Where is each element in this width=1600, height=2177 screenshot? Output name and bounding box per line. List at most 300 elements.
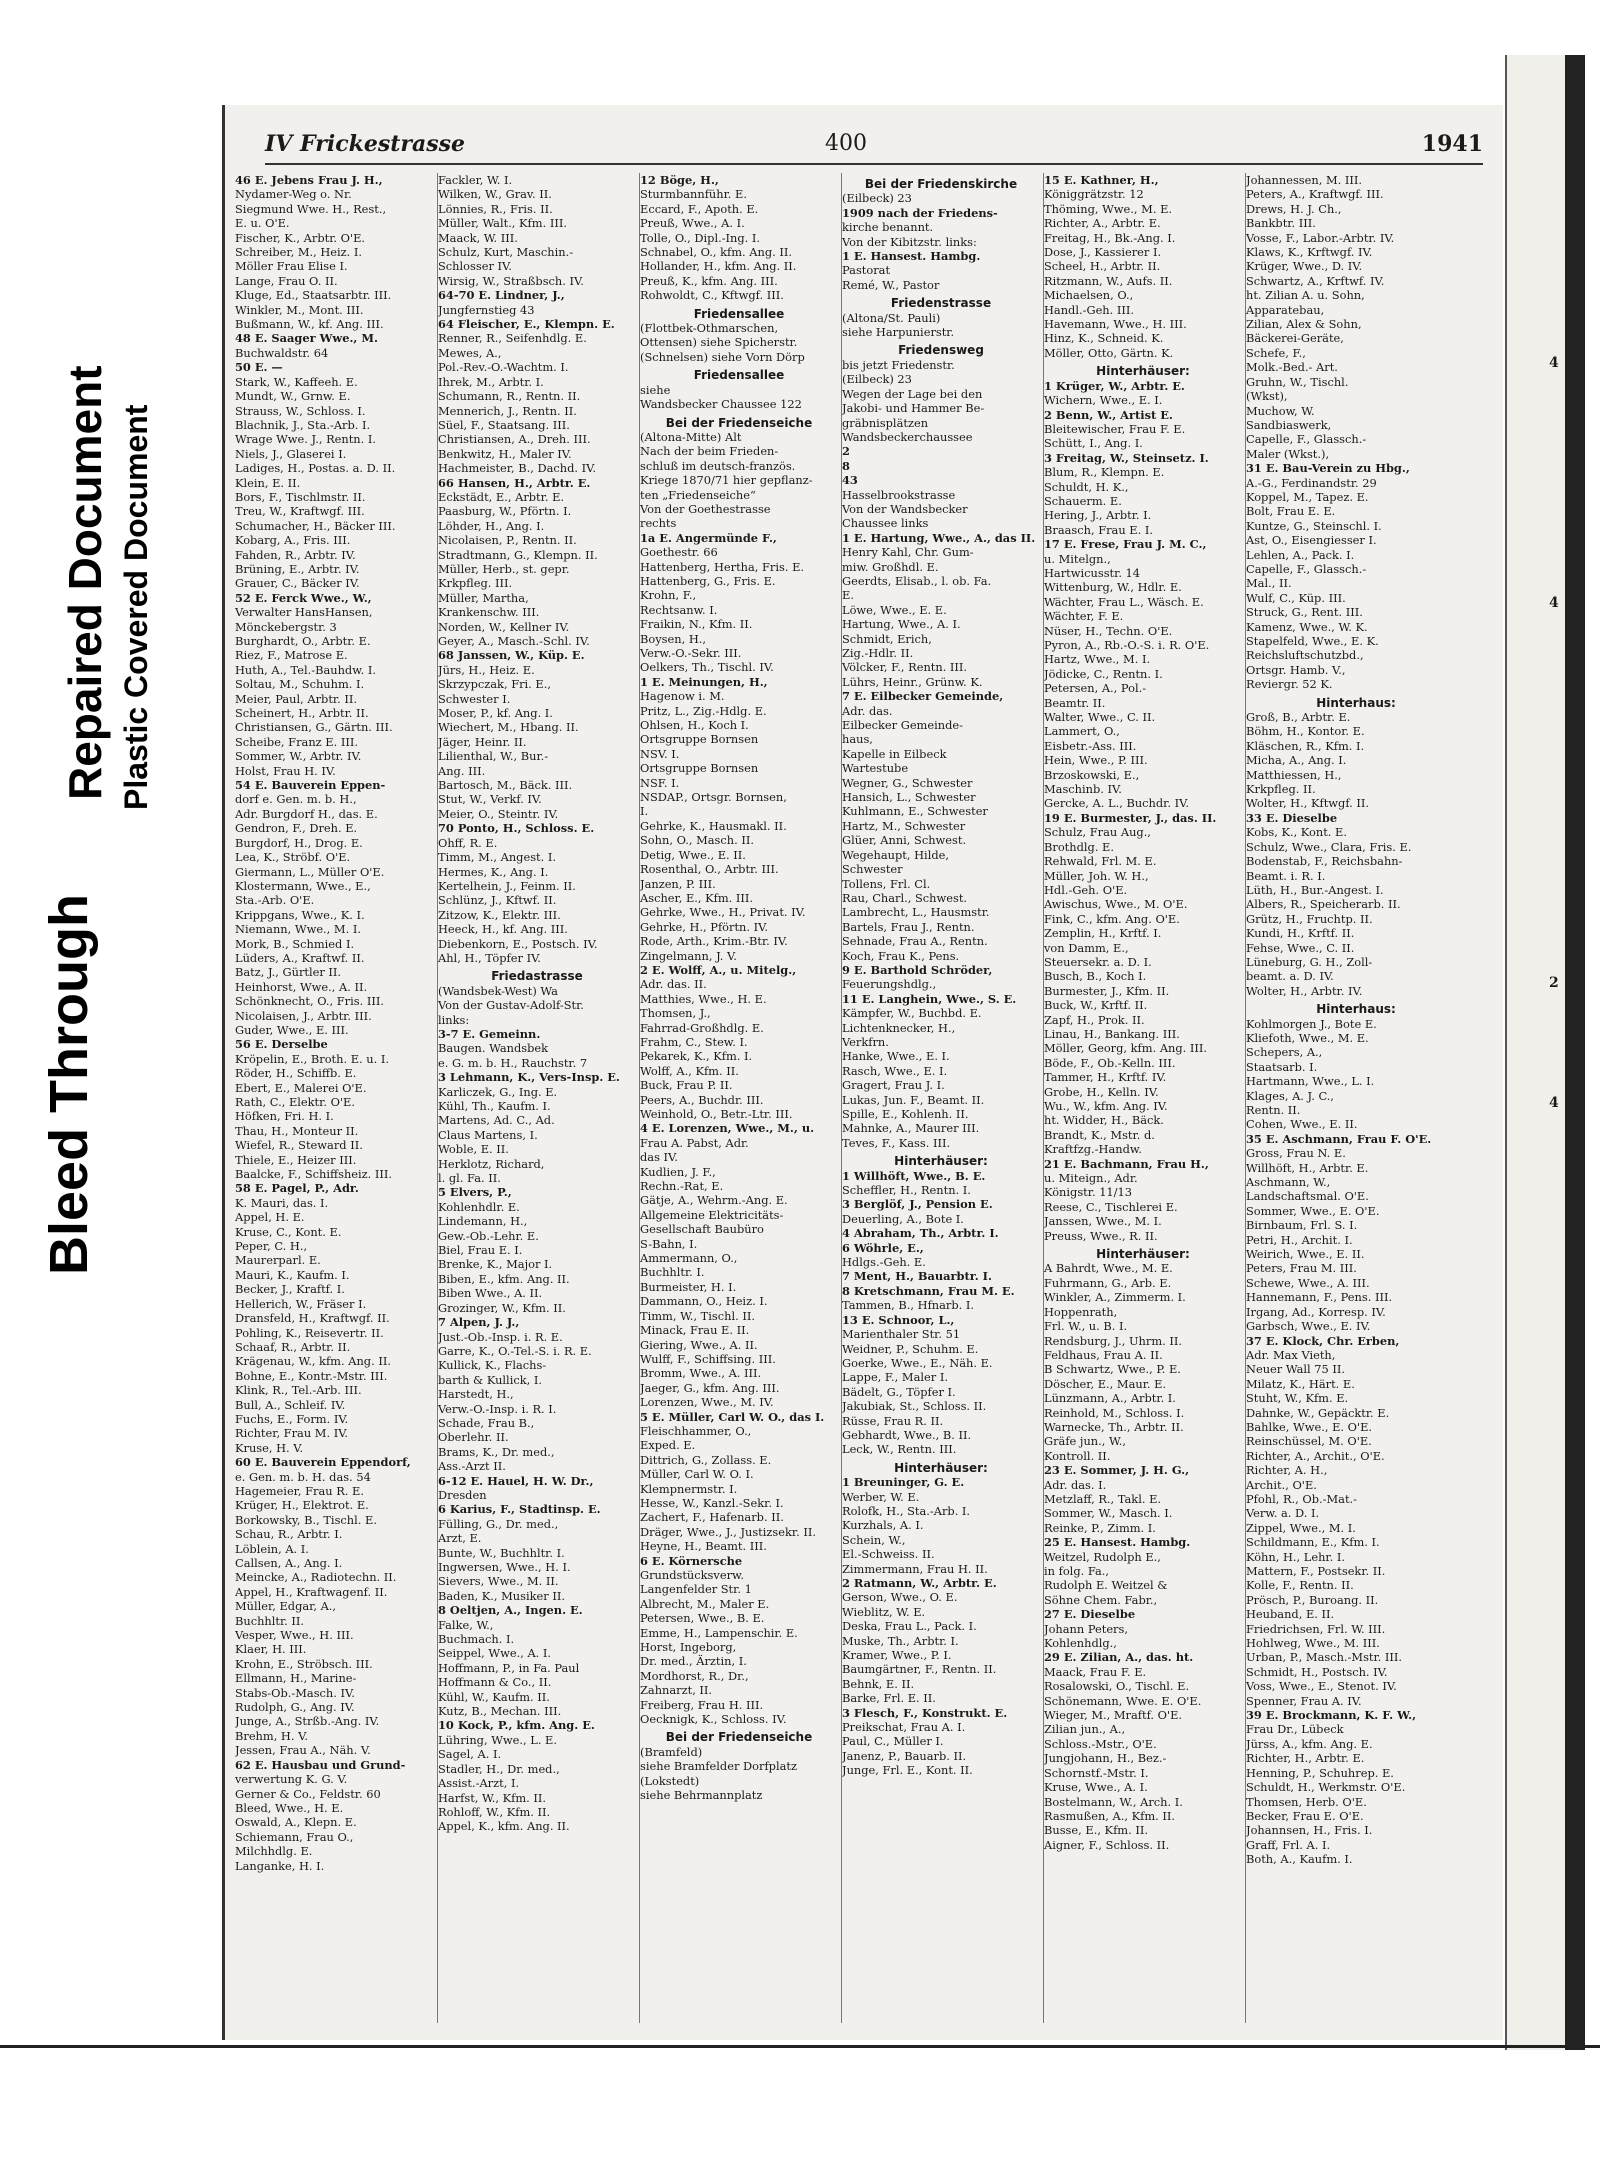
directory-entry: Johann Peters, xyxy=(1044,1621,1128,1636)
directory-entry: Weinhold, O., Betr.-Ltr. III. xyxy=(640,1107,793,1121)
directory-entry: 2 Ratmann, W., Arbtr. E. xyxy=(842,1576,997,1590)
directory-entry: A Bahrdt, Wwe., M. E. xyxy=(1044,1261,1173,1276)
directory-entry: Thau, H., Monteur II. xyxy=(235,1123,359,1138)
directory-entry: Petersen, Wwe., B. E. xyxy=(640,1611,765,1626)
directory-entry: Rendsburg, J., Uhrm. II. xyxy=(1044,1333,1182,1348)
directory-entry: Leck, W., Rentn. III. xyxy=(842,1442,957,1457)
directory-entry: Petri, H., Archit. I. xyxy=(1246,1232,1353,1247)
directory-entry: barth & Kullick, I. xyxy=(438,1372,542,1387)
directory-entry: Fischer, K., Arbtr. O'E. xyxy=(235,230,366,245)
directory-entry: Schaaf, R., Arbtr. II. xyxy=(235,1339,351,1354)
directory-entry: Kapelle in Eilbeck xyxy=(842,746,947,761)
directory-entry: Kobs, K., Kont. E. xyxy=(1246,825,1347,840)
directory-entry: Baalcke, F., Schiffsheiz. III. xyxy=(235,1167,393,1182)
directory-entry: Höfken, Fri. H. I. xyxy=(235,1109,334,1124)
directory-entry: Metzlaff, R., Takl. E. xyxy=(1044,1491,1162,1506)
directory-entry: Linau, H., Bankang. III. xyxy=(1044,1026,1180,1041)
directory-entry: Lühring, Wwe., L. E. xyxy=(438,1732,557,1747)
directory-entry: Köhn, H., Lehr. I. xyxy=(1246,1549,1345,1564)
directory-entry: Appel, H., Kraftwagenf. II. xyxy=(235,1584,388,1599)
directory-entry: Gebhardt, Wwe., B. II. xyxy=(842,1427,972,1442)
directory-entry: 8 Oeltjen, A., Ingen. E. xyxy=(438,1603,583,1618)
directory-entry: Pastorat xyxy=(842,263,891,278)
directory-entry: Soltau, M., Schuhm. I. xyxy=(235,677,365,692)
directory-entry: Becker, Frau E. O'E. xyxy=(1246,1808,1364,1823)
page-number: 400 xyxy=(825,131,867,156)
directory-entry: Ohlsen, H., Koch I. xyxy=(640,718,749,733)
directory-entry: Gendron, F., Dreh. E. xyxy=(235,821,358,836)
directory-entry: Scheibe, Franz E. III. xyxy=(235,734,358,749)
directory-entry: Rolofk, H., Sta.-Arb. I. xyxy=(842,1503,971,1518)
directory-entry: Prösch, P., Buroang. II. xyxy=(1246,1592,1379,1607)
directory-entry: 19 E. Burmester, J., das. II. xyxy=(1044,810,1217,825)
directory-entry: Claus Martens, I. xyxy=(438,1127,538,1142)
directory-entry: 10 Kock, P., kfm. Ang. E. xyxy=(438,1718,595,1733)
directory-entry: Zachert, F., Hafenarb. II. xyxy=(640,1510,784,1525)
directory-entry: Baumgärtner, F., Rentn. II. xyxy=(842,1662,997,1677)
directory-entry: Krägenau, W., kfm. Ang. II. xyxy=(235,1354,391,1369)
directory-entry: (Eilbeck) 23 xyxy=(842,372,912,387)
directory-entry: Zilian, Alex & Sohn, xyxy=(1246,317,1362,332)
directory-entry: Schade, Frau B., xyxy=(438,1415,535,1430)
directory-entry: Diebenkorn, E., Postsch. IV. xyxy=(438,936,598,951)
directory-entry: Wartestube xyxy=(842,761,909,776)
directory-entry: Peper, C. H., xyxy=(235,1239,308,1254)
directory-entry: Buck, W., Krftf. II. xyxy=(1044,998,1148,1013)
directory-entry: (Wandsbek-West) Wa xyxy=(438,983,558,998)
directory-entry: Ortsgruppe Bornsen xyxy=(640,732,759,747)
directory-entry: 29 E. Zilian, A., das. ht. xyxy=(1044,1650,1194,1665)
directory-entry: K. Mauri, das. I. xyxy=(235,1195,329,1210)
directory-entry: kirche benannt. xyxy=(842,220,934,235)
directory-entry: Fraikin, N., Kfm. II. xyxy=(640,617,753,632)
directory-entry: Weitzel, Rudolph E., xyxy=(1044,1549,1161,1564)
directory-entry: Janenz, P., Bauarb. II. xyxy=(842,1748,967,1763)
directory-entry: Kruse, Wwe., A. I. xyxy=(1044,1780,1148,1795)
directory-entry: 54 E. Bauverein Eppen- xyxy=(235,778,386,793)
directory-entry: Richter, Frau M. IV. xyxy=(235,1426,349,1441)
directory-entry: E. u. O'E. xyxy=(235,216,290,231)
directory-entry: Schumacher, H., Bäcker III. xyxy=(235,518,396,533)
directory-entry: Wrage Wwe. J., Rentn. I. xyxy=(235,432,376,447)
directory-entry: Schütt, I., Ang. I. xyxy=(1044,436,1143,451)
directory-entry: Assist.-Arzt, I. xyxy=(438,1776,520,1791)
directory-entry: links: xyxy=(438,1012,470,1027)
directory-entry: Ottensen) siehe Spicherstr. xyxy=(640,335,798,350)
directory-entry: Buchhltr. II. xyxy=(235,1613,305,1628)
directory-entry: Appel, H. E. xyxy=(235,1210,305,1225)
directory-entry: Königstr. 11/13 xyxy=(1044,1185,1133,1200)
directory-entry: Timm, M., Angest. I. xyxy=(438,850,556,865)
directory-entry: Bei der Friedenskirche xyxy=(864,177,1018,191)
directory-entry: 70 Ponto, H., Schloss. E. xyxy=(438,821,595,836)
directory-entry: Müller, Joh. W. H., xyxy=(1044,868,1149,883)
directory-entry: Aigner, F., Schloss. II. xyxy=(1044,1837,1170,1852)
directory-entry: Klages, A. J. C., xyxy=(1246,1088,1335,1103)
directory-entry: Hoppenrath, xyxy=(1044,1304,1118,1319)
directory-entry: Schreiber, M., Heiz. I. xyxy=(235,245,363,260)
directory-entry: Krüger, H., Elektrot. E. xyxy=(235,1498,369,1513)
directory-entry: Capelle, F., Glassch.- xyxy=(1246,432,1367,447)
directory-entry: Hein, Wwe., P. III. xyxy=(1044,753,1148,768)
directory-entry: l. gl. Fa. II. xyxy=(438,1171,501,1186)
directory-entry: Detig, Wwe., E. II. xyxy=(640,847,746,862)
directory-entry: Appel, K., kfm. Ang. II. xyxy=(438,1819,570,1834)
directory-entry: NSF. I. xyxy=(640,775,680,790)
directory-entry: 5 Elvers, P., xyxy=(438,1185,512,1200)
directory-entry: 2 E. Wolff, A., u. Mitelg., xyxy=(640,962,797,977)
directory-entry: 33 E. Dieselbe xyxy=(1246,810,1338,825)
directory-entry: Ascher, E., Kfm. III. xyxy=(640,890,754,905)
directory-entry: Scheinert, H., Arbtr. II. xyxy=(235,706,369,721)
directory-entry: Kriege 1870/71 hier gepflanz- xyxy=(640,473,813,488)
directory-entry: Eisbetr.-Ass. III. xyxy=(1044,738,1137,753)
directory-entry: Molk.-Bed.- Art. xyxy=(1246,360,1338,375)
directory-entry: Gräfe jun., W., xyxy=(1044,1434,1126,1449)
directory-entry: Johannsen, H., Fris. I. xyxy=(1246,1823,1373,1838)
directory-entry: Guder, Wwe., E. III. xyxy=(235,1022,349,1037)
directory-entry: Müller, Edgar, A., xyxy=(235,1599,337,1614)
directory-entry: Dammann, O., Heiz. I. xyxy=(640,1294,768,1309)
directory-entry: Stabs-Ob.-Masch. IV. xyxy=(235,1685,355,1700)
directory-entry: Kutz, B., Mechan. III. xyxy=(438,1704,562,1719)
directory-entry: Mork, B., Schmied I. xyxy=(235,936,355,951)
directory-entry: 1909 nach der Friedens- xyxy=(842,205,998,220)
directory-entry: Nicolaisen, J., Arbtr. III. xyxy=(235,1008,372,1023)
directory-entry: Ass.-Arzt II. xyxy=(438,1459,506,1474)
directory-entry: Beamtr. II. xyxy=(1044,695,1106,710)
directory-entry: Klostermann, Wwe., E., xyxy=(235,878,371,893)
directory-entry: Mönckebergstr. 3 xyxy=(235,619,337,634)
directory-entry: 7 Ment, H., Bauarbtr. I. xyxy=(842,1269,992,1284)
directory-entry: Verwalter HansHansen, xyxy=(235,605,373,620)
directory-entry: Voss, Wwe., E., Stenot. IV. xyxy=(1246,1679,1397,1694)
directory-entry: Frau Dr., Lübeck xyxy=(1246,1722,1344,1737)
directory-entry: Baden, K., Musiker II. xyxy=(438,1588,565,1603)
directory-entry: Gercke, A. L., Buchdr. IV. xyxy=(1044,796,1189,811)
directory-entry: Walter, Wwe., C. II. xyxy=(1044,710,1156,725)
directory-entry: Gerner & Co., Feldstr. 60 xyxy=(235,1786,381,1801)
directory-entry: Brams, K., Dr. med., xyxy=(438,1444,555,1459)
directory-entry: 6-12 E. Hauel, H. W. Dr., xyxy=(438,1473,594,1488)
directory-entry: Jürs, H., Heiz. E. xyxy=(438,662,535,677)
directory-entry: Kruse, H. V. xyxy=(235,1440,304,1455)
directory-entry: Hagemeier, Frau R. E. xyxy=(235,1483,364,1498)
directory-entry: Braasch, Frau E. I. xyxy=(1044,522,1153,537)
directory-entry: Schwester xyxy=(842,862,903,877)
directory-entry: Krankenschw. III. xyxy=(438,605,540,620)
directory-entry: Lührs, Heinr., Grünw. K. xyxy=(842,674,983,689)
directory-entry: 6 E. Körnersche xyxy=(640,1553,743,1568)
directory-entry: S-Bahn, I. xyxy=(640,1236,698,1251)
directory-entry: Skrzypczak, Fri. E., xyxy=(438,677,551,692)
directory-entry: 64 Fleischer, E., Klempn. E. xyxy=(438,317,615,332)
directory-entry: Gätje, A., Wehrm.-Ang. E. xyxy=(640,1193,788,1208)
directory-entry: Von der Goethestrasse xyxy=(640,501,771,516)
directory-entry: Deuerling, A., Bote I. xyxy=(842,1211,964,1226)
directory-entry: Rath, C., Elektr. O'E. xyxy=(235,1095,355,1109)
directory-entry: Ingwersen, Wwe., H. I. xyxy=(438,1560,571,1574)
directory-entry: Koppel, M., Tapez. E. xyxy=(1246,489,1369,504)
directory-entry: I. xyxy=(640,804,649,819)
directory-entry: 21 E. Bachmann, Frau H., xyxy=(1044,1156,1209,1171)
directory-entry: Von der Kibitzstr. links: xyxy=(842,234,977,249)
directory-entry: Deska, Frau L., Pack. I. xyxy=(842,1619,977,1634)
directory-entry: Schulz, Wwe., Clara, Fris. E. xyxy=(1246,839,1412,854)
directory-entry: Gross, Frau N. E. xyxy=(1246,1146,1346,1161)
directory-entry: Rasmußen, A., Kfm. II. xyxy=(1044,1808,1176,1823)
directory-entry: Lindemann, H., xyxy=(438,1214,528,1229)
directory-entry: Dr. med., Ärztin, I. xyxy=(640,1654,747,1669)
directory-entry: Geerdts, Elisab., l. ob. Fa. xyxy=(842,573,992,588)
directory-entry: Klein, E. II. xyxy=(235,475,301,490)
directory-entry: Hoffmann, P., in Fa. Paul xyxy=(438,1660,580,1675)
directory-entry: Kruse, C., Kont. E. xyxy=(235,1224,342,1239)
directory-entry: Ortsgruppe Bornsen xyxy=(640,761,759,776)
directory-entry: Wegner, G., Schwester xyxy=(842,775,973,790)
directory-entry: Adr. Max Vieth, xyxy=(1246,1347,1336,1362)
directory-entry: Winkler, A., Zimmerm. I. xyxy=(1044,1290,1186,1305)
directory-entry: Busse, E., Kfm. II. xyxy=(1044,1823,1148,1838)
directory-entry: Bleed, Wwe., H. E. xyxy=(235,1800,344,1815)
directory-entry: Richter, A. H., xyxy=(1246,1463,1328,1478)
directory-entry: Oswald, A., Klepn. E. xyxy=(235,1815,357,1830)
directory-entry: Christiansen, A., Dreh. III. xyxy=(438,432,591,447)
directory-entry: Bußmann, W., kf. Ang. III. xyxy=(235,317,384,332)
directory-entry: Steuersekr. a. D. I. xyxy=(1044,954,1152,969)
directory-entry: Bädelt, G., Töpfer I. xyxy=(842,1384,956,1399)
directory-entry: Möller, Georg, kfm. Ang. III. xyxy=(1044,1041,1208,1056)
directory-entry: A.-G., Ferdinandstr. 29 xyxy=(1246,475,1377,490)
directory-entry: Ohff, R. E. xyxy=(438,835,498,850)
directory-entry: Spenner, Frau A. IV. xyxy=(1246,1693,1362,1708)
directory-entry: Stut, W., Verkf. IV. xyxy=(438,792,542,807)
directory-entry: 46 E. Jebens Frau J. H., xyxy=(235,173,383,187)
directory-entry: Sagel, A. I. xyxy=(438,1747,502,1762)
directory-entry: beamt. a. D. IV. xyxy=(1246,969,1334,984)
directory-entry: Lehlen, A., Pack. I. xyxy=(1246,547,1355,562)
directory-entry: Möller Frau Elise I. xyxy=(235,259,348,274)
directory-entry: Cohen, Wwe., E. II. xyxy=(1246,1117,1358,1132)
directory-entry: Süel, F., Staatsang. III. xyxy=(438,417,570,432)
directory-entry: 8 xyxy=(842,458,850,473)
directory-entry: NSDAP., Ortsgr. Bornsen, xyxy=(640,790,787,805)
directory-entry: 3 Berglöf, J., Pension E. xyxy=(842,1197,993,1212)
directory-entry: Jakubiak, St., Schloss. II. xyxy=(842,1399,987,1414)
column-5 xyxy=(1043,173,1242,2023)
directory-entry: Kuntze, G., Steinschl. I. xyxy=(1246,518,1382,533)
directory-entry: Müller, Walt., Kfm. III. xyxy=(438,216,567,231)
directory-entry: e. G. m. b. H., Rauchstr. 7 xyxy=(438,1055,588,1070)
directory-entry: Völcker, F., Rentn. III. xyxy=(842,660,968,675)
directory-entry: Harfst, W., Kfm. II. xyxy=(438,1790,547,1805)
directory-entry: Hasselbrookstrasse xyxy=(842,487,956,502)
directory-entry: Rode, Arth., Krim.-Btr. IV. xyxy=(640,934,788,949)
directory-entry: Klempnermstr. I. xyxy=(640,1481,738,1496)
directory-entry: Ammermann, O., xyxy=(640,1251,738,1266)
directory-entry: Maurerparl. E. xyxy=(235,1253,321,1268)
directory-entry: Hellerich, W., Fräser I. xyxy=(235,1296,367,1311)
directory-entry: Hohlweg, Wwe., M. III. xyxy=(1246,1636,1380,1651)
directory-entry: Dräger, Wwe., J., Justizsekr. II. xyxy=(640,1524,816,1539)
directory-entry: Rechn.-Rat, E. xyxy=(640,1179,724,1194)
directory-entry: 66 Hansen, H., Arbtr. E. xyxy=(438,475,591,490)
directory-entry: Kohlenhdlg., xyxy=(1044,1636,1117,1651)
directory-entry: Hinterhaus: xyxy=(1316,1002,1396,1017)
directory-entry: Falke, W., xyxy=(438,1617,494,1632)
directory-entry: Jakobi- und Hammer Be- xyxy=(842,401,985,416)
directory-entry: Holst, Frau H. IV. xyxy=(235,763,336,778)
directory-entry: Rudolph E. Weitzel & xyxy=(1044,1578,1168,1593)
directory-entry: 7 Alpen, J. J., xyxy=(438,1315,520,1330)
column-3 xyxy=(639,173,838,2023)
directory-entry: Matthies, Wwe., H. E. xyxy=(640,991,767,1006)
directory-entry: Schlosser IV. xyxy=(438,259,512,274)
column-6 xyxy=(1245,173,1466,2023)
directory-entry: Wieblitz, W. E. xyxy=(842,1604,926,1619)
directory-entry: Bull, A., Schleif. IV. xyxy=(235,1397,346,1412)
directory-entry: Fülling, G., Dr. med., xyxy=(438,1516,559,1531)
directory-entry: Frl. W., u. B. I. xyxy=(1044,1319,1128,1334)
directory-entry: Kamenz, Wwe., W. K. xyxy=(1246,619,1368,634)
directory-entry: Hoffmann & Co., II. xyxy=(438,1675,552,1690)
directory-entry: Buchwaldstr. 64 xyxy=(235,345,329,360)
directory-entry: Spille, E., Kohlenh. II. xyxy=(842,1107,969,1121)
directory-entry: Garbsch, Wwe., E. IV. xyxy=(1246,1319,1371,1334)
directory-entry: Preuss, Wwe., R. II. xyxy=(1044,1228,1158,1243)
directory-entry: Schwester I. xyxy=(438,691,511,706)
directory-entry: Hdl.-Geh. O'E. xyxy=(1044,882,1128,897)
directory-entry: Werber, W. E. xyxy=(842,1489,920,1504)
directory-entry: Friedensallee xyxy=(693,368,785,383)
directory-entry: Klaer, H. III. xyxy=(235,1642,307,1657)
directory-entry: Koch, Frau K., Pens. xyxy=(842,948,960,963)
directory-entry: Löhder, H., Ang. I. xyxy=(438,518,545,533)
directory-entry: Gruhn, W., Tischl. xyxy=(1246,374,1349,389)
directory-entry: Weirich, Wwe., E. II. xyxy=(1246,1247,1365,1262)
directory-entry: Weidner, P., Schuhm. E. xyxy=(842,1341,979,1356)
directory-entry: Sta.-Arb. O'E. xyxy=(235,893,315,908)
directory-entry: 12 Böge, H., xyxy=(640,173,719,187)
directory-entry: Vosse, F., Labor.-Arbtr. IV. xyxy=(1246,230,1395,245)
directory-entry: Behnk, E. II. xyxy=(842,1676,915,1691)
directory-entry: Kullick, K., Flachs- xyxy=(438,1358,547,1373)
directory-entry: Seippel, Wwe., A. I. xyxy=(438,1646,552,1661)
page-header xyxy=(265,131,1483,165)
directory-entry: Niemann, Wwe., M. I. xyxy=(235,922,361,937)
directory-entry: Grundstücksverw. xyxy=(640,1568,745,1582)
directory-entry: Eccard, F., Apoth. E. xyxy=(640,201,759,216)
directory-entry: siehe Behrmannplatz xyxy=(640,1788,763,1803)
directory-entry: Thiele, E., Heizer III. xyxy=(235,1152,357,1167)
directory-entry: Winkler, M., Mont. III. xyxy=(235,302,364,317)
directory-entry: Wächter, Frau L., Wäsch. E. xyxy=(1044,594,1204,609)
directory-entry: Preuß, Wwe., A. I. xyxy=(640,216,745,231)
directory-entry: Zig.-Hdlr. II. xyxy=(842,646,914,660)
directory-entry: Rüsse, Frau R. II. xyxy=(842,1413,944,1428)
directory-entry: Hinterhäuser: xyxy=(1096,1247,1190,1262)
directory-entry: Barke, Frl. E. II. xyxy=(842,1691,936,1706)
directory-entry: Friedenstrasse xyxy=(890,296,992,311)
directory-entry: Jessen, Frau A., Näh. V. xyxy=(235,1743,371,1758)
directory-entry: Dransfeld, H., Kraftwgf. II. xyxy=(235,1311,390,1326)
directory-entry: ten „Friedenseiche“ xyxy=(640,487,756,502)
directory-entry: E. xyxy=(842,588,854,603)
directory-entry: (Lokstedt) xyxy=(640,1773,700,1788)
directory-entry: Fehse, Wwe., C. II. xyxy=(1246,940,1355,955)
directory-entry: Zimmermann, Frau H. II. xyxy=(842,1561,988,1576)
directory-entry: Junge, Frl. E., Kont. II. xyxy=(842,1763,973,1778)
directory-entry: Lea, K., Ströbf. O'E. xyxy=(235,850,351,865)
directory-entry: Mauri, K., Kaufm. I. xyxy=(235,1267,350,1282)
directory-entry: Fuhrmann, G., Arb. E. xyxy=(1044,1275,1172,1290)
directory-entry: Dresden xyxy=(438,1487,487,1502)
directory-entry: Eckstädt, E., Arbtr. E. xyxy=(438,489,565,504)
directory-entry: Fackler, W. I. xyxy=(438,173,513,187)
directory-entry: Strauss, W., Schloss. I. xyxy=(235,403,366,418)
directory-entry: Karliczek, G., Ing. E. xyxy=(438,1084,558,1099)
directory-entry: e. Gen. m. b. H. das. 54 xyxy=(235,1469,371,1484)
directory-entry: Von der Gustav-Adolf-Str. xyxy=(438,998,584,1013)
directory-entry: Harstedt, H., xyxy=(438,1387,514,1402)
directory-entry: Lange, Frau O. II. xyxy=(235,273,338,288)
directory-entry: Jaeger, G., kfm. Ang. III. xyxy=(640,1380,780,1395)
directory-entry: Wiefel, R., Steward II. xyxy=(235,1138,363,1153)
directory-entry: Glüer, Anni, Schwest. xyxy=(842,833,967,848)
directory-entry: Hermes, K., Ang. I. xyxy=(438,864,549,879)
directory-entry: Hartwicusstr. 14 xyxy=(1044,565,1141,580)
directory-entry: Wichern, Wwe., E. I. xyxy=(1044,393,1163,408)
directory-entry: Biben Wwe., A. II. xyxy=(438,1286,543,1301)
directory-entry: 31 E. Bau-Verein zu Hbg., xyxy=(1246,461,1410,476)
directory-entry: 48 E. Saager Wwe., M. xyxy=(235,331,378,346)
directory-entry: Wirsig, W., Straßbsch. IV. xyxy=(438,273,584,288)
directory-entry: Wilken, W., Grav. II. xyxy=(438,187,552,202)
directory-entry: Kolle, F., Rentn. II. xyxy=(1246,1578,1354,1593)
directory-entry: Sehnade, Frau A., Rentn. xyxy=(842,934,988,949)
directory-entry: Mordhorst, R., Dr., xyxy=(640,1668,749,1683)
directory-entry: Brüning, E., Arbtr. IV. xyxy=(235,561,360,576)
directory-entry: Rehwald, Frl. M. E. xyxy=(1044,854,1157,869)
directory-entry: Renner, R., Seifenhdlg. E. xyxy=(438,331,587,346)
directory-entry: Maack, Frau F. E. xyxy=(1044,1664,1147,1679)
directory-entry: Bankbtr. III. xyxy=(1246,216,1316,231)
directory-entry: das IV. xyxy=(640,1150,678,1165)
directory-entry: Peters, A., Kraftwgf. III. xyxy=(1246,187,1384,202)
directory-entry: Bunte, W., Buchhltr. I. xyxy=(438,1545,565,1560)
directory-entry: Bahlke, Wwe., E. O'E. xyxy=(1246,1419,1373,1434)
directory-entry: gräbnisplätzen xyxy=(842,415,929,430)
directory-entry: Ladiges, H., Postas. a. D. II. xyxy=(235,461,396,476)
directory-entry: Burmester, J., Kfm. II. xyxy=(1044,983,1170,998)
directory-entry: Sievers, Wwe., M. II. xyxy=(438,1574,559,1589)
directory-entry: Niels, J., Glaserei I. xyxy=(235,446,347,461)
column-2 xyxy=(437,173,636,2023)
directory-entry: Meier, O., Steintr. IV. xyxy=(438,806,559,821)
directory-entry: Söhne Chem. Fabr., xyxy=(1044,1592,1158,1607)
directory-entry: Stradtmann, G., Klempn. II. xyxy=(438,547,598,562)
directory-entry: Vesper, Wwe., H. III. xyxy=(235,1628,354,1643)
directory-entry: Albrecht, M., Maler E. xyxy=(640,1596,770,1611)
directory-entry: 7 E. Eilbecker Gemeinde, xyxy=(842,689,1004,704)
directory-entry: Peers, A., Buchdr. III. xyxy=(640,1092,764,1107)
directory-entry: Freitag, H., Bk.-Ang. I. xyxy=(1044,230,1176,245)
directory-entry: Ellmann, H., Marine- xyxy=(235,1671,357,1686)
directory-entry: Schmidt, Erich, xyxy=(842,631,932,646)
directory-entry: Bolt, Frau E. E. xyxy=(1246,504,1336,519)
directory-entry: Wieger, M., Mraftf. O'E. xyxy=(1044,1708,1183,1723)
directory-entry: ht. Widder, H., Bäck. xyxy=(1044,1113,1164,1128)
